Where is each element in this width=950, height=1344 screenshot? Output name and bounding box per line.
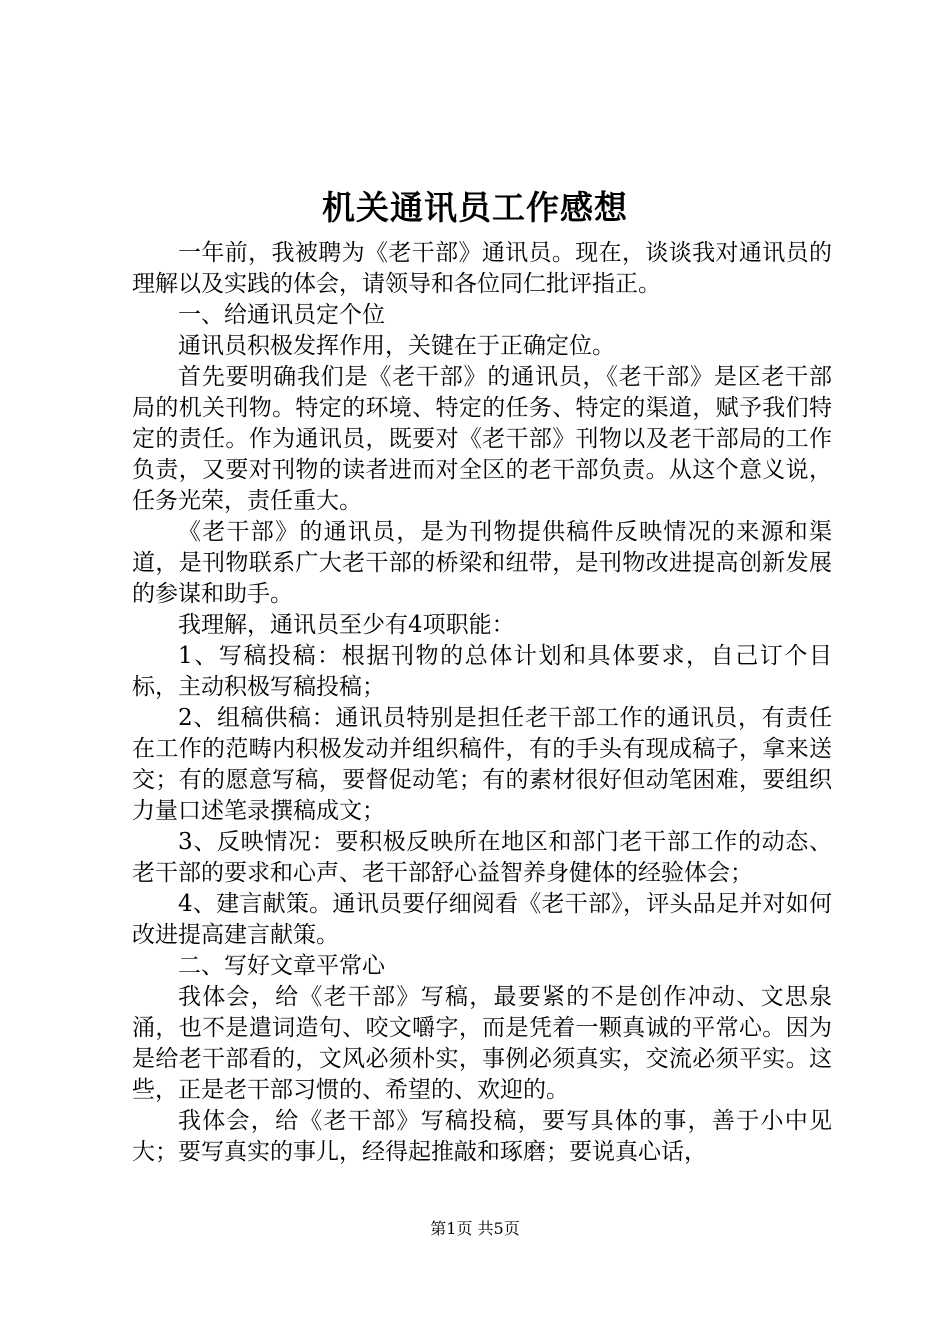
paragraph: 首先要明确我们是《老干部》的通讯员，《老干部》是区老干部局的机关刊物。特定的环境、特定的任务、特定的渠道，赋予我们特定的责任。作为通讯员，既要对《老干部》刊物以及老干部局的工作负责，又要对刊物的读者进而对全区的老干部负责。从这个意义说，任务光荣，责任重大。 [132, 364, 832, 514]
paragraph: 我理解，通讯员至少有4项职能： [178, 612, 515, 638]
list-item: 3、反映情况：要积极反映所在地区和部门老干部工作的动态、老干部的要求和心声、老干部舒心益智养身健体的经验体会； [132, 829, 832, 886]
paragraph: 通讯员积极发挥作用，关键在于正确定位。 [178, 333, 615, 359]
paragraph: 一年前，我被聘为《老干部》通讯员。现在，谈谈我对通讯员的理解以及实践的体会，请领导和各位同仁批评指正。 [132, 240, 832, 297]
paragraph: 《老干部》的通讯员，是为刊物提供稿件反映情况的来源和渠道，是刊物联系广大老干部的桥梁和纽带，是刊物改进提高创新发展的参谋和助手。 [132, 519, 832, 607]
list-item: 1、写稿投稿：根据刊物的总体计划和具体要求，自己订个目标，主动积极写稿投稿； [132, 643, 832, 700]
paragraph: 我体会，给《老干部》写稿投稿，要写具体的事，善于小中见大；要写真实的事儿，经得起推敲和琢磨；要说真心话， [132, 1108, 832, 1165]
paragraph: 我体会，给《老干部》写稿，最要紧的不是创作冲动、文思泉涌，也不是遣词造句、咬文嚼字，而是凭着一颗真诚的平常心。因为是给老干部看的，文风必须朴实，事例必须真实，交流必须平实。这些，正是老干部习惯的、希望的、欢迎的。 [132, 984, 832, 1103]
list-item: 4、建言献策。通讯员要仔细阅看《老干部》，评头品足并对如何改进提高建言献策。 [132, 891, 832, 948]
section-heading: 一、给通讯员定个位 [178, 302, 385, 328]
section-heading: 二、写好文章平常心 [178, 953, 385, 979]
document-title: 机关通讯员工作感想 [322, 188, 628, 227]
document-body [132, 238, 832, 1168]
page-number-footer: 第1页 共5页 [430, 1219, 520, 1238]
list-item: 2、组稿供稿：通讯员特别是担任老干部工作的通讯员，有责任在工作的范畴内积极发动并组织稿件，有的手头有现成稿子，拿来送交；有的愿意写稿，要督促动笔；有的素材很好但动笔困难，要组织力量口述笔录撰稿成文； [132, 705, 832, 824]
